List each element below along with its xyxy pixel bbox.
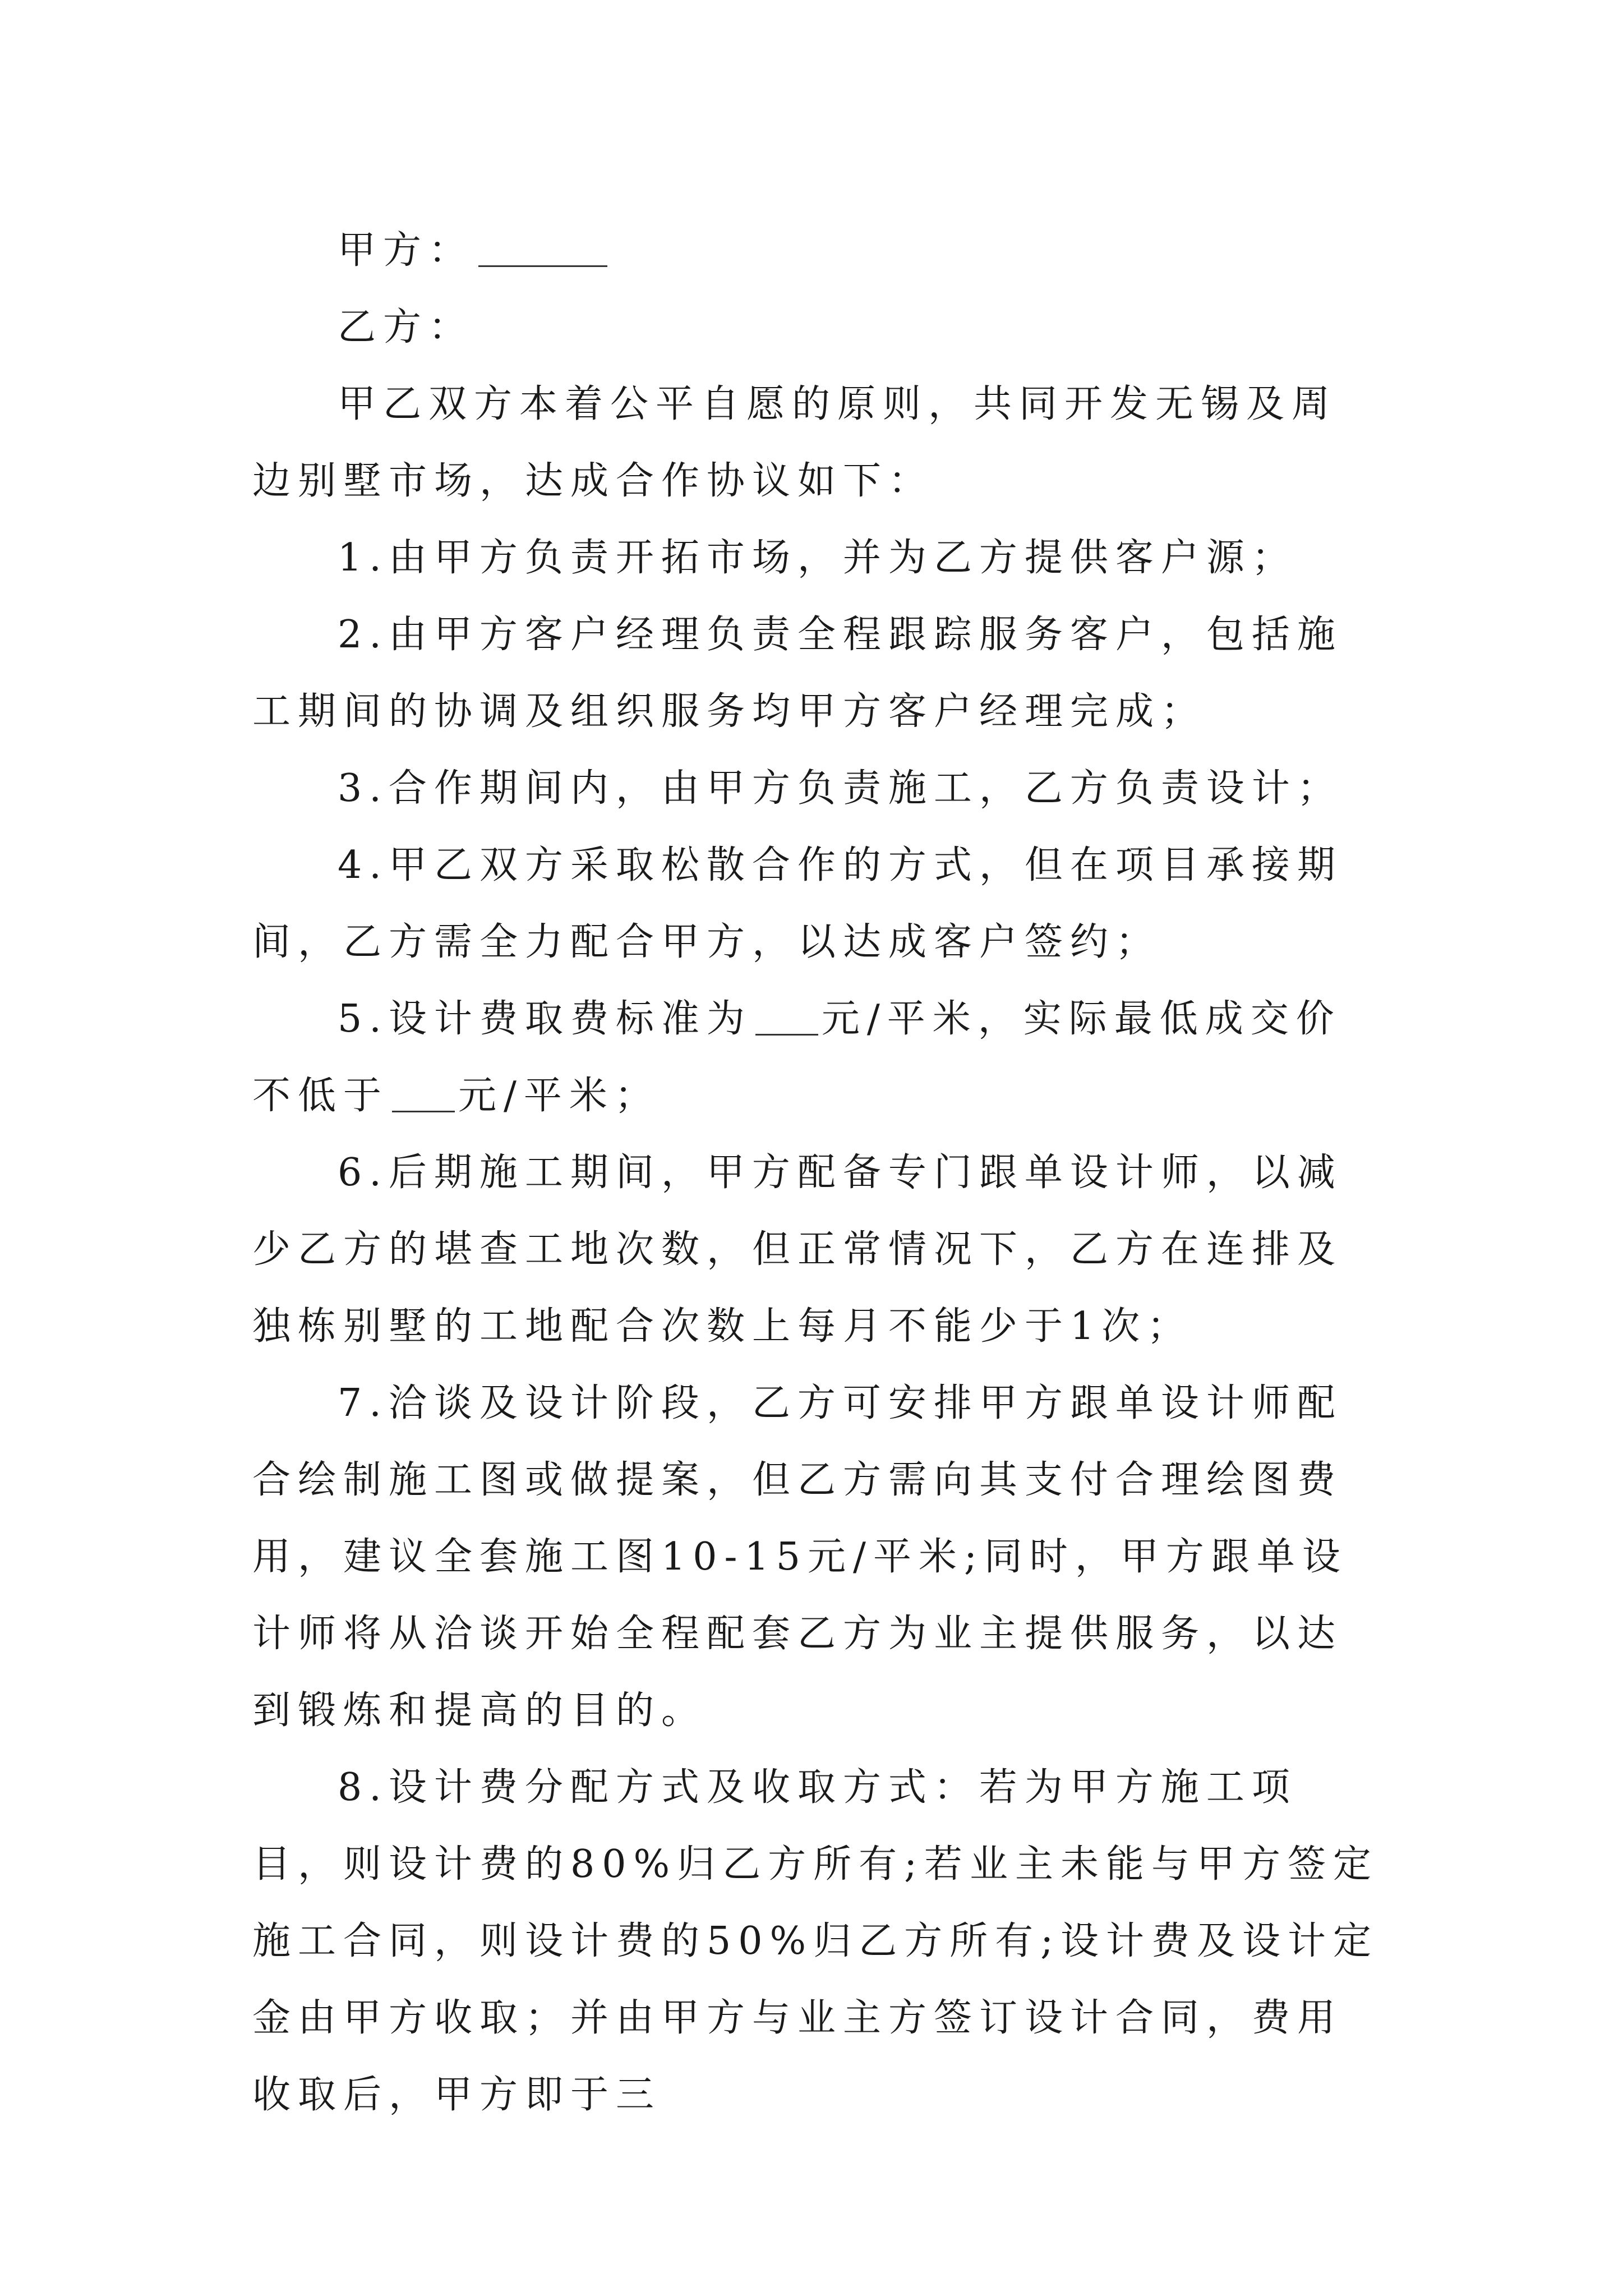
intro-paragraph: 甲乙双方本着公平自愿的原则，共同开发无锡及周边别墅市场，达成合作协议如下： [252,382,1338,503]
min-price-blank [392,1110,455,1112]
clause-4: 4.甲乙双方采取松散合作的方式，但在项目承接期间，乙方需全力配合甲方，以达成客户签约； [252,843,1343,964]
clause-2: 2.由甲方客户经理负责全程跟踪服务客户，包括施工期间的协调及组织服务均甲方客户经理完成； [252,613,1343,734]
clause-8: 8.设计费分配方式及收取方式：若为甲方施工项目，则设计费的80%归乙方所有;若业主未能与甲方签定施工合同，则设计费的50%归乙方所有;设计费及设计定金由甲方收取；并由甲方与业主方签订设计合同，费用收取后，甲方即于三 [252,1765,1379,2117]
party-a-blank [478,265,607,267]
party-b-line [252,289,1380,366]
clause-1: 1.由甲方负责开拓市场，并为乙方提供客户源； [338,536,1297,580]
party-a-line [252,212,1380,289]
contract-body [252,212,1380,2133]
party-a-label: 甲方： [338,228,474,273]
clause-3: 3.合作期间内，由甲方负责施工，乙方负责设计； [338,766,1343,811]
clause-5 [252,981,1380,1134]
clause-5-part3: 元/平米； [458,1074,660,1118]
clause-7: 7.洽谈及设计阶段，乙方可安排甲方跟单设计师配合绘制施工图或做提案，但乙方需向其支付合理绘图费用，建议全套施工图10-15元/平米;同时，甲方跟单设计师将从洽谈开始全程配套乙方为业主提供服务，以达到锻炼和提高的目的。 [252,1381,1348,1733]
clause-5-part1: 5.设计费取费标准为 [338,997,752,1041]
clause-5-part2: 元/平米，实际最低成交价不低于 [252,997,1341,1118]
clause-6: 6.后期施工期间，甲方配备专门跟单设计师，以减少乙方的堪查工地次数，但正常情况下，乙方在连排及独栋别墅的工地配合次数上每月不能少于1次； [252,1151,1343,1349]
party-b-label: 乙方： [338,305,474,349]
fee-standard-blank [755,1033,818,1036]
